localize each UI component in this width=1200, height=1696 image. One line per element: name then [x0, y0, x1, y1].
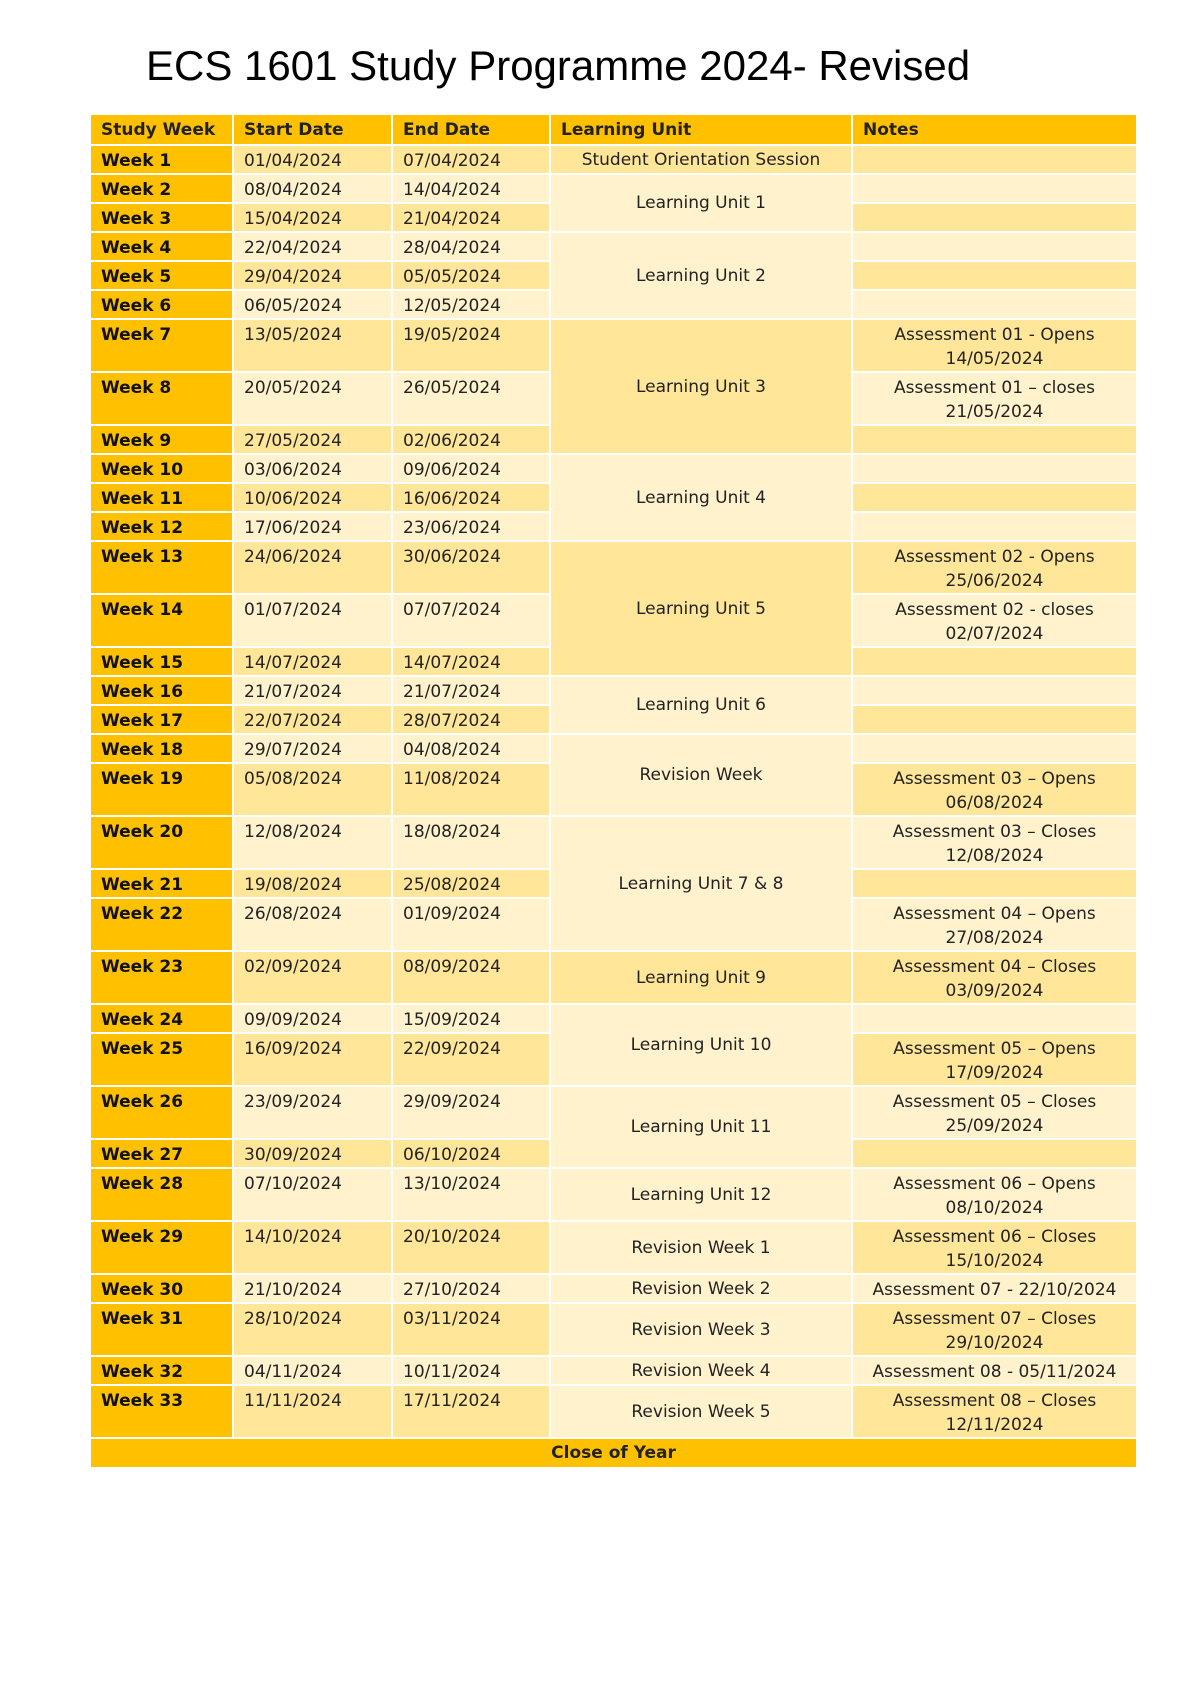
close-of-year: Close of Year — [90, 1438, 1137, 1468]
study-week-cell: Week 2 — [90, 174, 233, 203]
note-line: Assessment 02 - Opens — [894, 547, 1095, 567]
study-week-cell: Week 32 — [90, 1356, 233, 1385]
end-date-cell: 11/08/2024 — [392, 763, 550, 816]
start-date-cell: 02/09/2024 — [233, 951, 392, 1004]
note-date: 12/11/2024 — [945, 1415, 1044, 1435]
notes-cell — [852, 1086, 1137, 1139]
end-date-cell: 05/05/2024 — [392, 261, 550, 290]
learning-unit-cell: Learning Unit 2 — [550, 232, 852, 319]
study-week-cell: Week 9 — [90, 425, 233, 454]
header-end-date: End Date — [392, 114, 550, 145]
table-row — [90, 816, 1137, 869]
notes-cell — [852, 594, 1137, 647]
study-week-cell: Week 3 — [90, 203, 233, 232]
start-date-cell: 15/04/2024 — [233, 203, 392, 232]
note-date: 29/10/2024 — [945, 1333, 1044, 1353]
notes-cell — [852, 763, 1137, 816]
end-date-cell: 21/07/2024 — [392, 676, 550, 705]
end-date-cell: 14/07/2024 — [392, 647, 550, 676]
note-date: 12/08/2024 — [945, 846, 1044, 866]
start-date-cell: 09/09/2024 — [233, 1004, 392, 1033]
note-line: Assessment 05 – Closes — [892, 1092, 1097, 1112]
page-title: ECS 1601 Study Programme 2024- Revised — [146, 42, 971, 89]
study-week-cell: Week 19 — [90, 763, 233, 816]
footer-row — [90, 1438, 1137, 1468]
notes-cell — [852, 174, 1137, 203]
learning-unit-cell: Student Orientation Session — [550, 145, 852, 174]
note-date: 06/08/2024 — [945, 793, 1044, 813]
table-row — [90, 1385, 1137, 1438]
notes-cell — [852, 454, 1137, 483]
end-date-cell: 16/06/2024 — [392, 483, 550, 512]
notes-cell — [852, 869, 1137, 898]
learning-unit-cell: Learning Unit 3 — [550, 319, 852, 454]
table-row — [90, 541, 1137, 594]
end-date-cell: 15/09/2024 — [392, 1004, 550, 1033]
study-week-cell: Week 1 — [90, 145, 233, 174]
start-date-cell: 20/05/2024 — [233, 372, 392, 425]
note-date: 02/07/2024 — [945, 624, 1044, 644]
learning-unit-cell: Revision Week 4 — [550, 1356, 852, 1385]
study-week-cell: Week 31 — [90, 1303, 233, 1356]
notes-cell — [852, 261, 1137, 290]
study-week-cell: Week 8 — [90, 372, 233, 425]
header-notes: Notes — [852, 114, 1137, 145]
study-week-cell: Week 26 — [90, 1086, 233, 1139]
study-week-cell: Week 17 — [90, 705, 233, 734]
table-row — [90, 1303, 1137, 1356]
study-week-cell: Week 11 — [90, 483, 233, 512]
table-body — [90, 145, 1137, 1438]
note-date: 14/05/2024 — [945, 349, 1044, 369]
start-date-cell: 17/06/2024 — [233, 512, 392, 541]
start-date-cell: 05/08/2024 — [233, 763, 392, 816]
table-row — [90, 454, 1137, 483]
study-week-cell: Week 25 — [90, 1033, 233, 1086]
start-date-cell: 29/04/2024 — [233, 261, 392, 290]
end-date-cell: 20/10/2024 — [392, 1221, 550, 1274]
learning-unit-cell: Revision Week — [550, 734, 852, 816]
study-week-cell: Week 33 — [90, 1385, 233, 1438]
notes-cell — [852, 1385, 1137, 1438]
notes-cell — [852, 541, 1137, 594]
notes-cell — [852, 483, 1137, 512]
start-date-cell: 16/09/2024 — [233, 1033, 392, 1086]
notes-cell — [852, 705, 1137, 734]
start-date-cell: 07/10/2024 — [233, 1168, 392, 1221]
notes-cell — [852, 1303, 1137, 1356]
learning-unit-cell: Learning Unit 10 — [550, 1004, 852, 1086]
notes-cell — [852, 1221, 1137, 1274]
study-week-cell: Week 22 — [90, 898, 233, 951]
end-date-cell: 28/04/2024 — [392, 232, 550, 261]
note-line: Assessment 07 - 22/10/2024 — [872, 1280, 1117, 1300]
study-week-cell: Week 4 — [90, 232, 233, 261]
start-date-cell: 14/07/2024 — [233, 647, 392, 676]
table-row — [90, 174, 1137, 203]
end-date-cell: 07/07/2024 — [392, 594, 550, 647]
notes-cell — [852, 1004, 1137, 1033]
learning-unit-cell: Learning Unit 5 — [550, 541, 852, 676]
note-line: Assessment 06 – Opens — [893, 1174, 1096, 1194]
table-row — [90, 319, 1137, 372]
start-date-cell: 11/11/2024 — [233, 1385, 392, 1438]
study-week-cell: Week 14 — [90, 594, 233, 647]
start-date-cell: 04/11/2024 — [233, 1356, 392, 1385]
start-date-cell: 08/04/2024 — [233, 174, 392, 203]
note-date: 15/10/2024 — [945, 1251, 1044, 1271]
notes-cell — [852, 898, 1137, 951]
end-date-cell: 02/06/2024 — [392, 425, 550, 454]
note-line: Assessment 06 – Closes — [892, 1227, 1097, 1247]
start-date-cell: 21/07/2024 — [233, 676, 392, 705]
notes-cell — [852, 372, 1137, 425]
notes-cell — [852, 816, 1137, 869]
learning-unit-cell: Revision Week 5 — [550, 1385, 852, 1438]
end-date-cell: 26/05/2024 — [392, 372, 550, 425]
start-date-cell: 23/09/2024 — [233, 1086, 392, 1139]
note-date: 27/08/2024 — [945, 928, 1044, 948]
learning-unit-cell: Learning Unit 11 — [550, 1086, 852, 1168]
start-date-cell: 28/10/2024 — [233, 1303, 392, 1356]
study-week-cell: Week 20 — [90, 816, 233, 869]
start-date-cell: 26/08/2024 — [233, 898, 392, 951]
note-line: Assessment 03 – Closes — [892, 822, 1097, 842]
end-date-cell: 28/07/2024 — [392, 705, 550, 734]
notes-cell — [852, 512, 1137, 541]
end-date-cell: 01/09/2024 — [392, 898, 550, 951]
end-date-cell: 27/10/2024 — [392, 1274, 550, 1303]
notes-cell — [852, 290, 1137, 319]
start-date-cell: 10/06/2024 — [233, 483, 392, 512]
study-week-cell: Week 18 — [90, 734, 233, 763]
end-date-cell: 22/09/2024 — [392, 1033, 550, 1086]
learning-unit-cell: Learning Unit 1 — [550, 174, 852, 232]
learning-unit-cell: Learning Unit 7 & 8 — [550, 816, 852, 951]
start-date-cell: 19/08/2024 — [233, 869, 392, 898]
study-week-cell: Week 24 — [90, 1004, 233, 1033]
table-row — [90, 951, 1137, 1004]
table-row — [90, 1356, 1137, 1385]
start-date-cell: 24/06/2024 — [233, 541, 392, 594]
notes-cell — [852, 1168, 1137, 1221]
study-week-cell: Week 13 — [90, 541, 233, 594]
notes-cell — [852, 647, 1137, 676]
notes-cell — [852, 319, 1137, 372]
learning-unit-cell: Learning Unit 12 — [550, 1168, 852, 1221]
end-date-cell: 04/08/2024 — [392, 734, 550, 763]
note-line: Assessment 01 – closes — [894, 378, 1095, 398]
note-line: Assessment 08 - 05/11/2024 — [872, 1362, 1117, 1382]
study-week-cell: Week 27 — [90, 1139, 233, 1168]
start-date-cell: 01/04/2024 — [233, 145, 392, 174]
note-line: Assessment 01 - Opens — [894, 325, 1095, 345]
end-date-cell: 17/11/2024 — [392, 1385, 550, 1438]
start-date-cell: 06/05/2024 — [233, 290, 392, 319]
table-row — [90, 145, 1137, 174]
note-date: 21/05/2024 — [945, 402, 1044, 422]
start-date-cell: 27/05/2024 — [233, 425, 392, 454]
end-date-cell: 08/09/2024 — [392, 951, 550, 1004]
notes-cell — [852, 145, 1137, 174]
start-date-cell: 01/07/2024 — [233, 594, 392, 647]
study-week-cell: Week 12 — [90, 512, 233, 541]
end-date-cell: 07/04/2024 — [392, 145, 550, 174]
study-week-cell: Week 29 — [90, 1221, 233, 1274]
study-week-cell: Week 5 — [90, 261, 233, 290]
table-row — [90, 1168, 1137, 1221]
start-date-cell: 21/10/2024 — [233, 1274, 392, 1303]
study-week-cell: Week 21 — [90, 869, 233, 898]
study-week-cell: Week 23 — [90, 951, 233, 1004]
start-date-cell: 30/09/2024 — [233, 1139, 392, 1168]
note-line: Assessment 08 – Closes — [892, 1391, 1097, 1411]
notes-cell — [852, 203, 1137, 232]
learning-unit-cell: Learning Unit 4 — [550, 454, 852, 541]
end-date-cell: 18/08/2024 — [392, 816, 550, 869]
start-date-cell: 12/08/2024 — [233, 816, 392, 869]
study-week-cell: Week 30 — [90, 1274, 233, 1303]
notes-cell — [852, 1033, 1137, 1086]
start-date-cell: 22/07/2024 — [233, 705, 392, 734]
start-date-cell: 03/06/2024 — [233, 454, 392, 483]
learning-unit-cell: Revision Week 2 — [550, 1274, 852, 1303]
end-date-cell: 03/11/2024 — [392, 1303, 550, 1356]
note-line: Assessment 04 – Opens — [893, 904, 1096, 924]
note-line: Assessment 02 - closes — [895, 600, 1094, 620]
note-date: 08/10/2024 — [945, 1198, 1044, 1218]
notes-cell — [852, 1274, 1137, 1303]
note-date: 25/06/2024 — [945, 571, 1044, 591]
header-study-week: Study Week — [90, 114, 233, 145]
study-week-cell: Week 7 — [90, 319, 233, 372]
end-date-cell: 14/04/2024 — [392, 174, 550, 203]
start-date-cell: 29/07/2024 — [233, 734, 392, 763]
start-date-cell: 22/04/2024 — [233, 232, 392, 261]
notes-cell — [852, 1356, 1137, 1385]
end-date-cell: 10/11/2024 — [392, 1356, 550, 1385]
table-row — [90, 676, 1137, 705]
study-week-cell: Week 10 — [90, 454, 233, 483]
header-learning-unit: Learning Unit — [550, 114, 852, 145]
note-line: Assessment 05 – Opens — [893, 1039, 1096, 1059]
note-date: 17/09/2024 — [945, 1063, 1044, 1083]
end-date-cell: 06/10/2024 — [392, 1139, 550, 1168]
header-row — [90, 114, 1137, 145]
learning-unit-cell: Learning Unit 6 — [550, 676, 852, 734]
learning-unit-cell: Revision Week 3 — [550, 1303, 852, 1356]
table-row — [90, 1004, 1137, 1033]
study-week-cell: Week 15 — [90, 647, 233, 676]
note-line: Assessment 07 – Closes — [892, 1309, 1097, 1329]
table-row — [90, 232, 1137, 261]
notes-cell — [852, 734, 1137, 763]
end-date-cell: 25/08/2024 — [392, 869, 550, 898]
end-date-cell: 12/05/2024 — [392, 290, 550, 319]
start-date-cell: 14/10/2024 — [233, 1221, 392, 1274]
notes-cell — [852, 232, 1137, 261]
notes-cell — [852, 951, 1137, 1004]
end-date-cell: 19/05/2024 — [392, 319, 550, 372]
learning-unit-cell: Revision Week 1 — [550, 1221, 852, 1274]
end-date-cell: 09/06/2024 — [392, 454, 550, 483]
end-date-cell: 29/09/2024 — [392, 1086, 550, 1139]
learning-unit-cell: Learning Unit 9 — [550, 951, 852, 1004]
study-programme-table — [89, 113, 1138, 1469]
end-date-cell: 13/10/2024 — [392, 1168, 550, 1221]
notes-cell — [852, 1139, 1137, 1168]
study-week-cell: Week 6 — [90, 290, 233, 319]
note-date: 25/09/2024 — [945, 1116, 1044, 1136]
table-row — [90, 1086, 1137, 1139]
end-date-cell: 30/06/2024 — [392, 541, 550, 594]
start-date-cell: 13/05/2024 — [233, 319, 392, 372]
note-date: 03/09/2024 — [945, 981, 1044, 1001]
notes-cell — [852, 676, 1137, 705]
end-date-cell: 23/06/2024 — [392, 512, 550, 541]
notes-cell — [852, 425, 1137, 454]
table-row — [90, 1221, 1137, 1274]
note-line: Assessment 03 – Opens — [893, 769, 1096, 789]
table-row — [90, 734, 1137, 763]
table-row — [90, 1274, 1137, 1303]
note-line: Assessment 04 – Closes — [892, 957, 1097, 977]
study-week-cell: Week 28 — [90, 1168, 233, 1221]
end-date-cell: 21/04/2024 — [392, 203, 550, 232]
header-start-date: Start Date — [233, 114, 392, 145]
study-week-cell: Week 16 — [90, 676, 233, 705]
